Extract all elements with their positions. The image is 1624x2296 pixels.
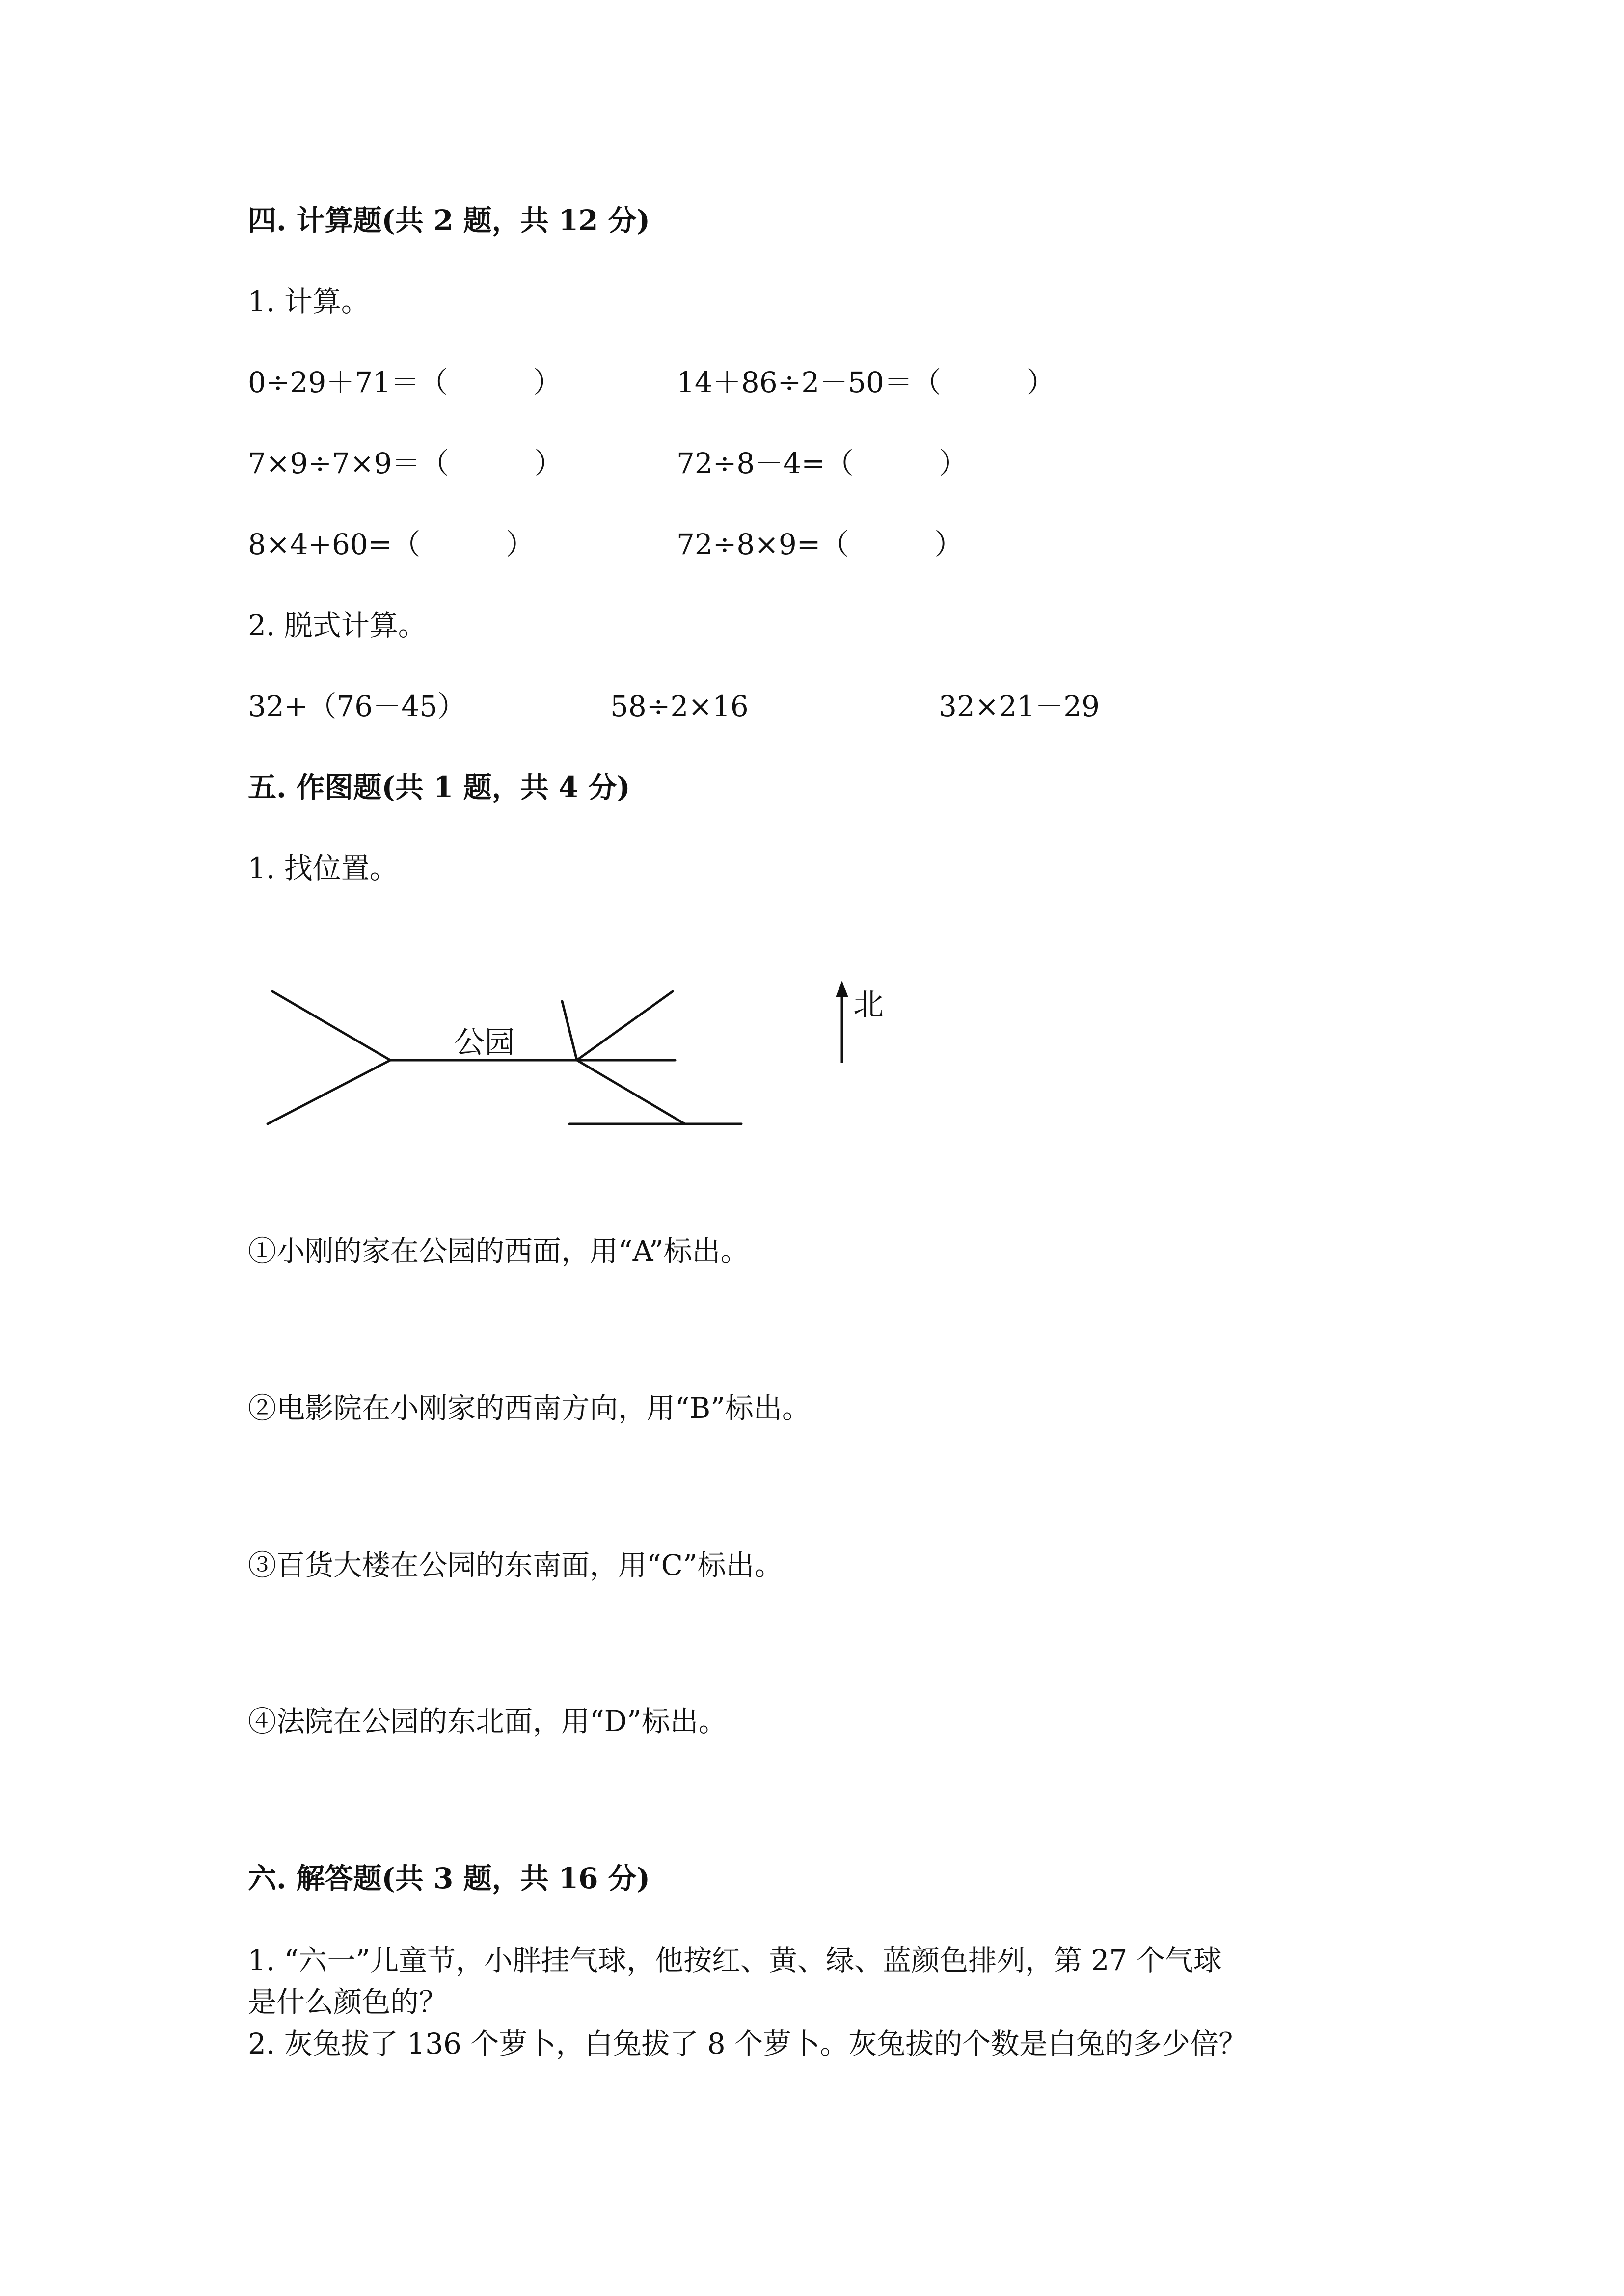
word-problem-1-line-2: 是什么颜色的？ [248,1985,448,2019]
question-5-1-title: 1. 找位置。 [248,852,398,885]
stepwise-calc-item: 58÷2×16 [610,690,749,723]
north-indicator [830,977,898,1065]
word-problem-2: 2. 灰兔拔了 136 个萝卜，白兔拔了 8 个萝卜。灰兔拔的个数是白兔的多少倍？ [248,2027,1247,2060]
calc-item: 72÷8－4=（ ） [677,447,968,480]
calc-item: 72÷8×9=（ ） [677,528,963,561]
calc-item: 8×4+60=（ ） [248,528,535,561]
calc-item: 7×9÷7×9＝（ ） [248,447,563,480]
map-task: ①小刚的家在公园的西面，用“A”标出。 [248,1234,749,1268]
section-5-heading: 五. 作图题(共 1 题，共 4 分) [248,771,630,804]
park-label: 公园 [454,1024,515,1060]
question-4-2-title: 2. 脱式计算。 [248,609,427,642]
section-4-heading: 四. 计算题(共 2 题，共 12 分) [248,204,650,237]
stepwise-calc-item: 32+（76－45） [248,690,466,723]
north-road-short [562,1001,577,1060]
calc-item: 14＋86÷2－50＝（ ） [677,366,1055,399]
position-map [255,962,805,1139]
map-task: ③百货大楼在公园的东南面，用“C”标出。 [248,1548,783,1582]
stepwise-calc-item: 32×21－29 [939,690,1100,723]
northeast-road [577,991,673,1060]
section-6-heading: 六. 解答题(共 3 题，共 16 分) [248,1862,650,1895]
map-task: ②电影院在小刚家的西南方向，用“B”标出。 [248,1391,811,1425]
west-road-upper [272,991,390,1060]
word-problem-1-line-1: 1. “六一”儿童节，小胖挂气球，他按红、黄、绿、蓝颜色排列，第 27 个气球 [248,1944,1222,1977]
north-label: 北 [853,987,884,1022]
arrow-head-icon [836,981,848,997]
west-road-lower [268,1060,390,1124]
map-task: ④法院在公园的东北面，用“D”标出。 [248,1705,727,1738]
question-4-1-title: 1. 计算。 [248,285,370,318]
southeast-road [577,1060,685,1124]
calc-item: 0÷29＋71＝（ ） [248,366,562,399]
